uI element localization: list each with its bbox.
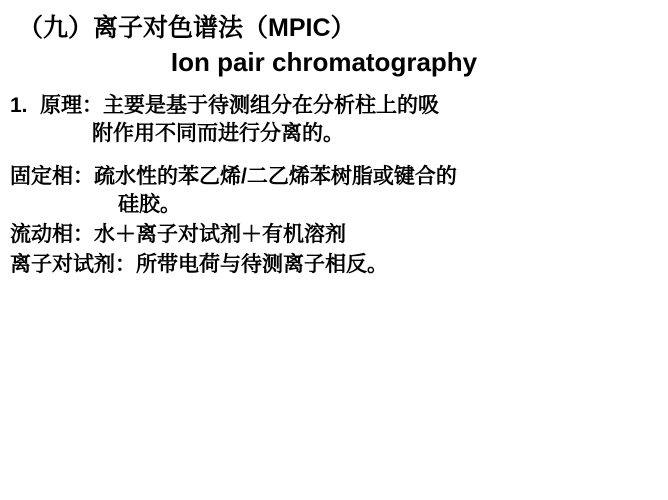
mobile-phase-text: 水＋离子对试剂＋有机溶剂	[94, 222, 346, 246]
stationary-phase-text-line2: 硅胶。	[118, 193, 181, 217]
ion-pair-reagent-text: 所带电荷与待测离子相反。	[136, 252, 388, 276]
mobile-phase-block	[10, 221, 658, 249]
ion-pair-reagent-block	[10, 251, 658, 279]
slide-title-chinese: （九）离子对色谱法（MPIC）	[18, 14, 356, 42]
principle-text-line1: 主要是基于待测组分在分析柱上的吸	[103, 93, 439, 117]
mobile-phase-line	[10, 221, 658, 249]
principle-first-line	[40, 92, 658, 120]
mobile-phase-label: 流动相：	[10, 222, 94, 246]
stationary-phase-text-line1: 疏水性的苯乙烯/二乙烯苯树脂或键合的	[94, 165, 457, 189]
stationary-phase-label: 固定相：	[10, 165, 94, 189]
stationary-first-line	[10, 163, 658, 191]
stationary-second-line	[10, 191, 658, 219]
slide-title-english: Ion pair chromatography	[170, 46, 478, 77]
principle-label: 原理：	[40, 93, 103, 117]
list-item-number: 1.	[10, 93, 28, 117]
principle-text-line2-wrap	[40, 120, 658, 148]
ion-pair-reagent-label: 离子对试剂：	[10, 252, 136, 276]
principle-body	[40, 92, 658, 147]
principle-text-line2: 附作用不同而进行分离的。	[92, 121, 344, 145]
stationary-phase-block	[10, 163, 658, 218]
list-item-principle	[10, 92, 658, 147]
slide-body	[10, 92, 658, 278]
ion-pair-reagent-line	[10, 251, 658, 279]
